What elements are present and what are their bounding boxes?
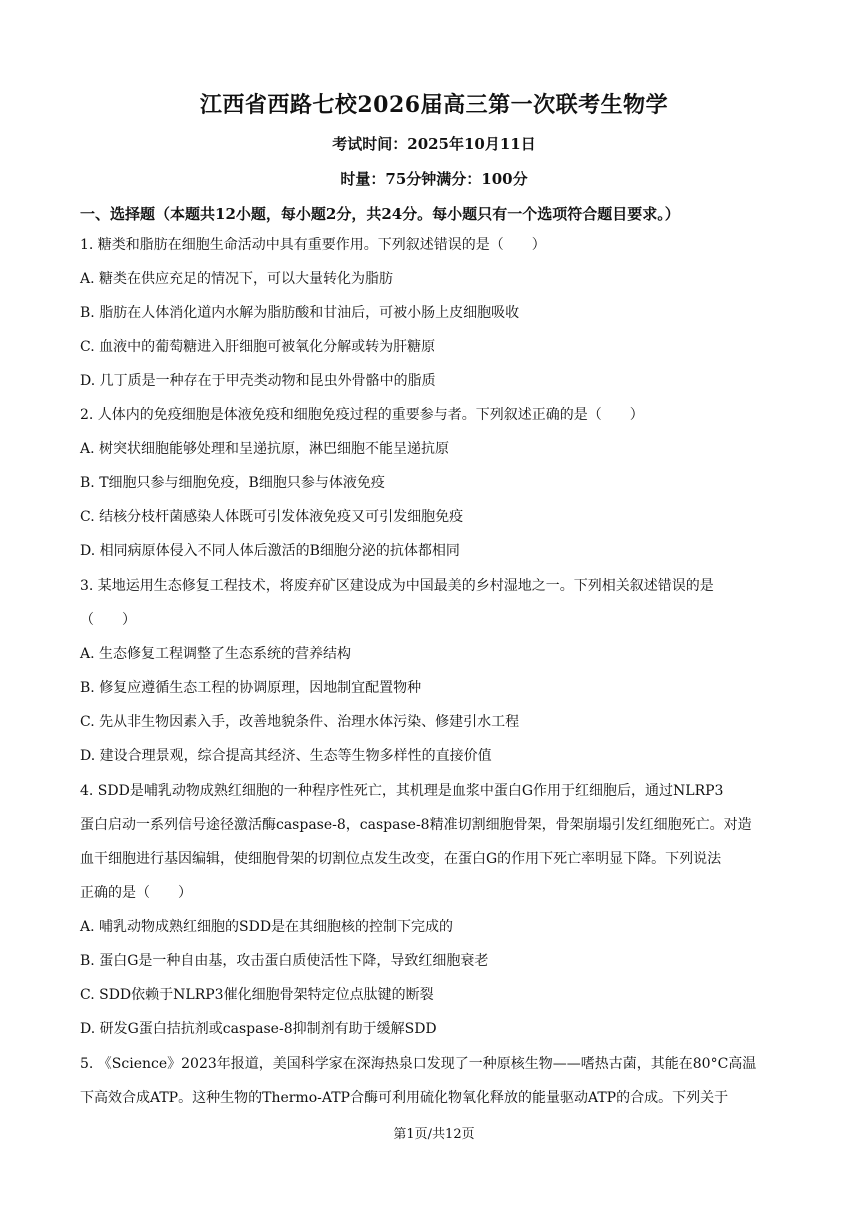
page-number: 第1页/共12页 (393, 1127, 475, 1142)
option-2d: D. 相同病原体侵入不同人体后激活的B细胞分泌的抗体都相同 (80, 543, 460, 559)
option-1a: A. 糖类在供应充足的情况下，可以大量转化为脂肪 (80, 271, 394, 287)
option-2a: A. 树突状细胞能够处理和呈递抗原，淋巴细胞不能呈递抗原 (80, 441, 450, 457)
option-3d: D. 建设合理景观，综合提高其经济、生态等生物多样性的直接价值 (80, 748, 492, 764)
question-1: 1. 糖类和脂肪在细胞生命活动中具有重要作用。下列叙述错误的是（ ） (80, 237, 546, 253)
option-1d: D. 几丁质是一种存在于甲壳类动物和昆虫外骨骼中的脂质 (80, 373, 436, 389)
option-2c: C. 结核分枝杆菌感染人体既可引发体液免疫又可引发细胞免疫 (80, 509, 464, 525)
question-5-line-1: 5. 《Science》2023年报道，美国科学家在深海热泉口发现了一种原核生物——嗜热古菌，其能在80°C高温 (80, 1056, 757, 1072)
question-5-line-2: 下高效合成ATP。这种生物的Thermo-ATP合酶可利用硫化物氧化释放的能量驱动ATP的合成。下列关于 (80, 1090, 729, 1106)
option-1c: C. 血液中的葡萄糖进入肝细胞可被氧化分解或转为肝糖原 (80, 339, 436, 355)
question-4-line-2: 蛋白启动一系列信号途径激活酶caspase-8，caspase-8精准切割细胞骨架，骨架崩塌引发红细胞死亡。对造 (80, 817, 752, 833)
option-4c: C. SDD依赖于NLRP3催化细胞骨架特定位点肽键的断裂 (80, 987, 434, 1003)
option-4a: A. 哺乳动物成熟红细胞的SDD是在其细胞核的控制下完成的 (80, 919, 454, 935)
option-3c: C. 先从非生物因素入手，改善地貌条件、治理水体污染、修建引水工程 (80, 714, 520, 730)
question-2: 2. 人体内的免疫细胞是体液免疫和细胞免疫过程的重要参与者。下列叙述正确的是（ ） (80, 407, 644, 423)
option-3b: B. 修复应遵循生态工程的协调原理，因地制宜配置物种 (80, 680, 422, 696)
exam-time: 考试时间：2025年10月11日 (332, 135, 536, 153)
question-3: 3. 某地运用生态修复工程技术，将废弃矿区建设成为中国最美的乡村湿地之一。下列相关叙述错误的是 (80, 578, 714, 594)
question-4-line-4: 正确的是（ ） (80, 885, 192, 901)
option-4b: B. 蛋白G是一种自由基，攻击蛋白质使活性下降，导致红细胞衰老 (80, 953, 489, 969)
exam-title: 江西省西路七校2026届高三第一次联考生物学 (199, 92, 669, 118)
option-1b: B. 脂肪在人体消化道内水解为脂肪酸和甘油后，可被小肠上皮细胞吸收 (80, 305, 520, 321)
duration-score: 时量：75分钟满分：100分 (340, 170, 528, 188)
option-2b: B. T细胞只参与细胞免疫，B细胞只参与体液免疫 (80, 475, 385, 491)
question-4-line-3: 血干细胞进行基因编辑，使细胞骨架的切割位点发生改变，在蛋白G的作用下死亡率明显下降。下列说法 (80, 851, 722, 867)
question-4-line-1: 4. SDD是哺乳动物成熟红细胞的一种程序性死亡，其机理是血浆中蛋白G作用于红细胞后，通过NLRP3 (80, 783, 724, 799)
option-4d: D. 研发G蛋白拮抗剂或caspase-8抑制剂有助于缓解SDD (80, 1021, 437, 1037)
question-3-bracket: （ ） (80, 612, 136, 628)
section-heading: 一、选择题（本题共12小题，每小题2分，共24分。每小题只有一个选项符合题目要求。） (80, 205, 680, 223)
option-3a: A. 生态修复工程调整了生态系统的营养结构 (80, 646, 352, 662)
